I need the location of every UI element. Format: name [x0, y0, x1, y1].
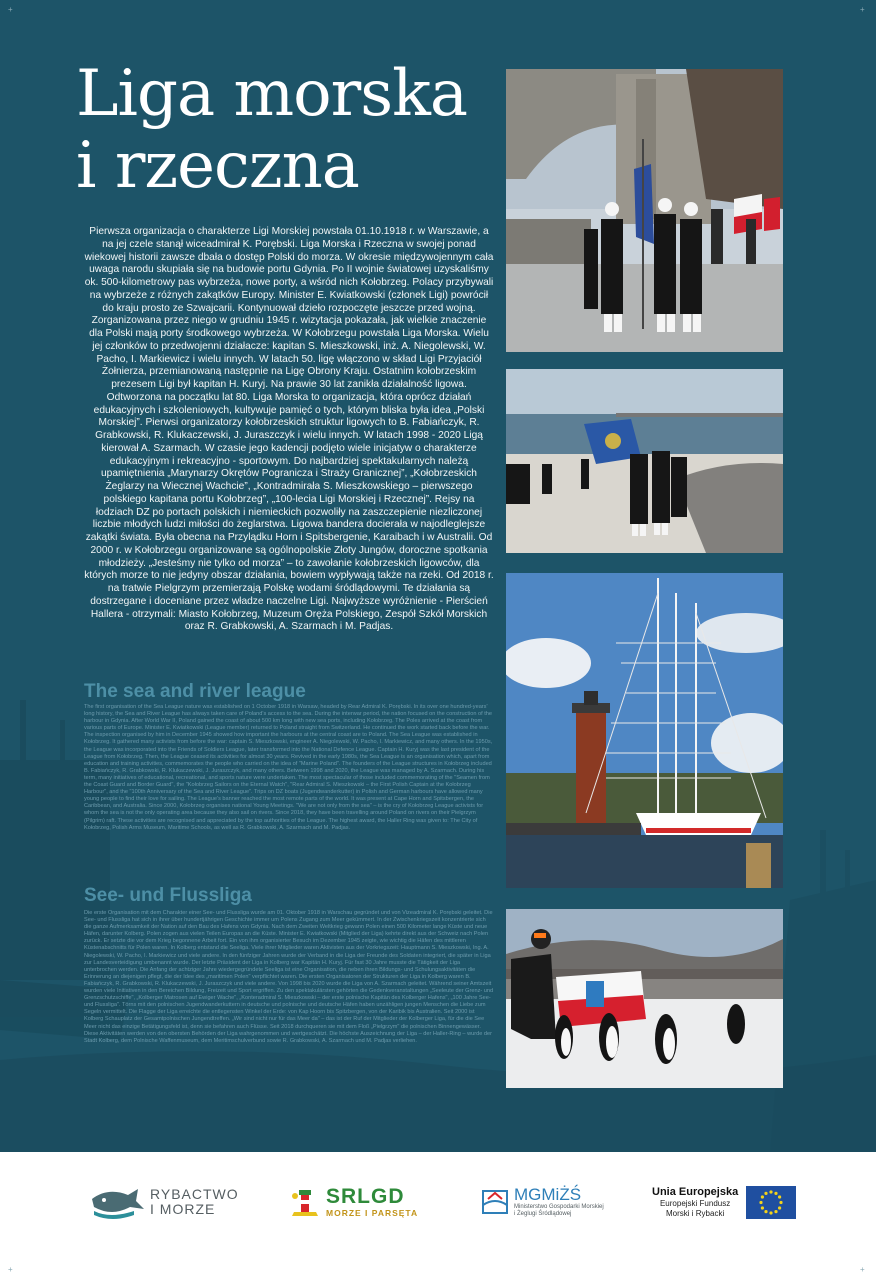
rybactwo-line-1: RYBACTWO: [150, 1186, 239, 1202]
crop-mark: +: [860, 5, 865, 14]
eu-fund-line-1: Europejski Fundusz: [659, 1199, 731, 1208]
mgm-acronym: MGMiŻŚ: [514, 1185, 582, 1204]
rybactwo-logo: [90, 1182, 239, 1222]
crop-mark: +: [8, 1265, 13, 1274]
english-body-text: The first organisation of the Sea League nature was established on 1 October 1918 in Warsaw, headed by Rear Admiral K. Porębski. In its over one hundred-years' long history, the Sea and River League has always taken care of Poland's access to the sea. During the interwar period, the nation focused on the construction of the harbour in Gdynia. After World War II, Poland gained the coast of about 500 km long with new sea ports, including Kołobrzeg. The Poles arrived at the coast from various parts of Europe. Minister E. Kwiatkowski (League member) returned to Poland straight from Switzerland. He continued the work started back before the war. The inspection organised by him in December 1945 showed how important the harbours at the central coast are to Poland. The Sea League was established in Kołobrzeg. It gathered many activists from before the war: captain S. Mieszkowski, engineer A. Niegolewski, W. Pacho, I. Markiewicz, and many others. In the 1950s, the League was incorporated into the Friends of Soldiers League, later transformed into the National Defence League. Captain H. Kuryj was the last president of the League from Kołobrzeg. Then, the League ceased its activities for almost 30 years. Revived in the early 1980s, the Sea League is an organisation which, apart from education and training activities, commemorates the people who carried on the idea of "Marine Poland". The founders of the League structures in Kołobrzeg included B. Fabiańczyk, R. Grabkowski, R. Klukaczewski, J. Juraszczyk, and many others. Between 1998 and 2020, the League was managed by A. Szarmach. During his term, many initiatives of educational, recreational, and sports nature were undertaken. The most spectacular of those included commemorating of the "Seamen from the Coast Guard and Border Guard", the "Kołobrzeg Sailors on the Eternal Watch", "Rear Admiral S. Mieszkowski – the First Polish Captain at the Kołobrzeg Harbour", and the "100th Anniversary of the Sea and River League". Trips on DZ boats (Jugendwanderkutter) in Polish and German harbours have allowed many young people to find their love for sailing. The League's banner reached the most remote parts of the world. It was present at Cape Horn and Spitsbergen, the Caribbean, and Australia. Since 2000, Kołobrzeg organises national Young Meetings. "We are not only from the sea" – is the cry of Kołobrzeg League activists for whom the sea is not the only operating area because they also sail on rivers. Since 2018, they have been travelling around Poland on rivers on their Pielgrzym (Pilgrim) raft. These activities are recognised and appreciated by the top authorities of the League. The highest award, the Haller Ring was given to: The City of Kołobrzeg, Polish Arms Museum, Maritime Schools, as well as R. Grabkowski, A. Szarmach and M. Padjas.: [84, 704, 493, 831]
crop-mark: +: [8, 5, 13, 14]
title-line-2: i rzeczna: [76, 129, 359, 203]
polish-body-text: Pierwsza organizacja o charakterze Ligi Morskiej powstała 01.10.1918 r. w Warszawie, a na jej czele stanął wiceadmirał K. Porębski. Liga Morska i Rzeczna w swojej ponad wiekowej historii zawsze dbała o dostęp Polski do morza. W okresie międzywojennym cała uwaga narodu skupiała się na budowie portu Gdynia. Po II wojnie światowej uzyskaliśmy ok. 500-kilometrowy pas wybrzeża, nowe porty, a wśród nich Kołobrzeg. Polacy przybywali na wybrzeże z różnych zakątków Europy. Minister E. Kwiatkowski (członek Ligi) powrócił do kraju prosto ze Szwajcarii. Kontynuował dzieło rozpoczęte jeszcze przed wojną. Zorganizowana przez niego w grudniu 1945 r. wizytacja pokazała, jak wielkie znaczenie dla Polski mają porty środkowego wybrzeża. W Kołobrzegu powstała Liga Morska. Wielu jej członków to przedwojenni działacze: kapitan S. Mieszkowski, inż. A. Niegolewski, W. Pacho, I. Markiewicz i wielu innych. W latach 50. ligę włączono w skład Ligi Przyjaciół Żołnierza, przemianowaną następnie na Ligę Obrony Kraju. Ostatnim kołobrzeskim prezesem Ligi był kapitan H. Kuryj. Na prawie 30 lat zanikła działalność ligowa. Odtworzona na początku lat 80. Liga Morska to organizacja, która oprócz działań edukacyjnych i szkoleniowych, kultywuje pamięć o tych, którym bliska była idea „Polski Morskiej”. Pierwsi organizatorzy kołobrzeskich struktur ligowych to B. Fabiańczyk, R. Grabkowski, R. Klukaczewski, J. Juraszczyk i wielu innych. W latach 1998 - 2020 Ligą kierował A. Szarmach. W czasie jego kadencji podjęto wiele inicjatyw o charakterze edukacyjnym i rekreacyjno - sportowym. Do najbardziej spektakularnych należą upamiętnienia „Marynarzy Okrętów Pogranicza i Straży Granicznej”, „Kołobrzeskich Żeglarzy na Wiecznej Wachcie”, „Kontradmirała S. Mieszkowskiego – pierwszego polskiego kapitana portu Kołobrzeg”, „100-lecia Ligi Morskiej i Rzecznej”. Rejsy na łodziach DZ po portach polskich i niemieckich pozwoliły na zaszczepienie niezliczonej liczbie młodych ludzi miłości do żeglarstwa. Ligowa bandera docierała w najodleglejsze zakątki świata. Była obecna na Przylądku Horn i Spitsbergenie, Karaibach i w Australii. Od 2000 r. w Kołobrzegu organizowane są ogólnopolskie Złoty Jungów, doroczne spotkania młodzieży. „Jesteśmy nie tylko od morza” – to zawołanie kołobrzeskich ligowców, dla których morze to nie jedyny obszar działania, bowiem wypływają także na rzeki. Od 2018 r. na tratwie Pielgrzym przemierzają Polskę wodami śródlądowymi. Te działania są dostrzegane i doceniane przez władze naczelne Ligi. Najwyższe wyróżnienie - Pierścień Hallera - otrzymali: Miasto Kołobrzeg, Muzeum Oręża Polskiego, Zespół Szkół Morskich oraz R. Grabkowski, A. Szarmach i M. Padjas.: [84, 226, 494, 633]
lighthouse-icon: [290, 1186, 320, 1218]
srlgd-logo: [290, 1182, 418, 1222]
eu-fund-line-2: Morski i Rybacki: [665, 1209, 725, 1218]
crop-mark: +: [860, 1265, 865, 1274]
title-line-1: Liga morska: [76, 57, 468, 131]
mgm-line-2: i Żeglugi Śródlądowej: [514, 1211, 572, 1217]
rybactwo-line-2: I MORZE: [150, 1201, 216, 1217]
english-heading: The sea and river league: [84, 681, 306, 702]
german-heading: See- und Flussliga: [84, 885, 252, 906]
antarctic-flag-photo: [506, 909, 783, 1088]
eu-logo: [652, 1182, 796, 1222]
honor-guard-photo: [506, 69, 783, 352]
page-title: [76, 58, 467, 202]
mgm-logo: [480, 1182, 604, 1222]
footer-logos: [0, 1152, 876, 1280]
eu-flag-icon: [746, 1186, 796, 1219]
fish-icon: [90, 1185, 146, 1219]
eu-title: Unia Europejska: [652, 1186, 739, 1198]
banner-procession-photo: [506, 369, 783, 553]
srlgd-name: SRLGD: [326, 1185, 405, 1208]
german-body-text: Die erste Organisation mit dem Charakter einer See- und Flussliga wurde am 01. Oktober 1918 in Warschau gegründet und von Vizeadmiral K. Porębski geleitet. Die See- und Flussliga hat sich in ihrer über hundertjährigen Geschichte immer um Polens Zugang zum Meer gekümmert. In der Zwischenkriegszeit konzentrierte sich die ganze Aufmerksamkeit der Nation auf den Bau des Hafens von Gdynia. Nach dem Zweiten Weltkrieg gewann Polen einen 500 Kilometer lange Küste und neue Häfen, darunter Kolberg. Polen zogen aus vielen Teilen Europas an die Küste. Minister E. Kwiatkowski (Mitglied der Liga) kehrte direkt aus der Schweiz nach Polen zurück. Er setzte die vor dem Krieg begonnene Arbeit fort. Ein von ihm organisierter Besuch im Dezember 1945 zeigte, wie wichtig die Häfen des mittleren Küstenabschnitts für Polen waren. In Kolberg entstand die Seeliga. Viele ihrer Mitglieder waren Aktivisten aus der Vorkriegszeit: Hauptmann S. Mieszkowski, Ing. A. Niegolewski, W. Pacho, I. Markiewicz und viele andere. In den fünfziger Jahren wurde der Verband in die Liga der Freunde des Soldaten integriert, die später in Liga zur Landesverteidigung umbenannt wurde. Der letzte Präsident der Liga in Kolberg war Kapitän H. Kuryj. Für fast 30 Jahre musste die Tätigkeit der Liga unterbrochen werden. Die Anfang der achtziger Jahre wiedergegründete Seeliga ist eine Organisation, die neben ihren Bildungs- und Schulungsaktivitäten die Erinnerung an diejenigen pflegt, die der Idee des „maritimen Polen" verpflichtet waren. Die ersten Organisatoren der Strukturen der Liga in Kolberg waren B. Fabiańczyk, R. Grabkowski, R. Klukaczewski, J. Juraszczyk und viele andere. Von 1998 bis 2020 wurde die Liga von A. Szarmach geleitet. Während seiner Amtszeit wurden viele Initiativen in den Bereichen Bildung, Freizeit und Sport ergriffen. Zu den spektakulärsten gehörten die Gedenkveranstaltungen „Seeleute der Grenz- und Grenzschutzschiffe", „Kolberger Matrosen auf Ewiger Wache", „Konteradmiral S. Mieszkowski – der erste polnische Kapitän des Kolberger Hafens", „100 Jahre See- und Flussliga". Törns mit den polnischen Jugendwanderkuttern in deutsche und polnische und deutsche Häfen haben unzähligen jungen Menschen die Liebe zum Segeln vermittelt. Die Flagge der Liga erreichte die entlegensten Winkel der Erde: von Kap Hoorn bis Spitzbergen, von der Karibik bis Australien. Seit 2000 ist Kolberg Schauplatz der Gesamtpolnischen Jungendtreffen. „Wir sind nicht nur für das Meer da" – das ist der Ruf der Mitglieder der Kolberger Liga, für die die See Meer nicht das einzige Betätigungsfeld ist, denn sie befahren auch Flüsse. Seit 2018 durchqueren sie mit dem Floß „Pielgrzym" die polnischen Binnengewässer. Diese Aktivitäten werden von den obersten Behörden der Liga wahrgenommen und wertgeschätzt. Die höchste Auszeichnung der Liga – der Haller-Ring – wurde der Stadt Kolberg, dem Polnische Waffenmuseum, dem Meritimschulverbund sowie R. Grabkowski, A. Szarmach und M. Padjas verliehen.: [84, 910, 494, 1044]
tall-ship-photo: [506, 573, 783, 888]
srlgd-subtitle: MORZE I PARSĘTA: [326, 1208, 419, 1218]
mgm-line-1: Ministerstwo Gospodarki Morskiej: [514, 1204, 604, 1210]
ministry-emblem-icon: [480, 1187, 510, 1217]
